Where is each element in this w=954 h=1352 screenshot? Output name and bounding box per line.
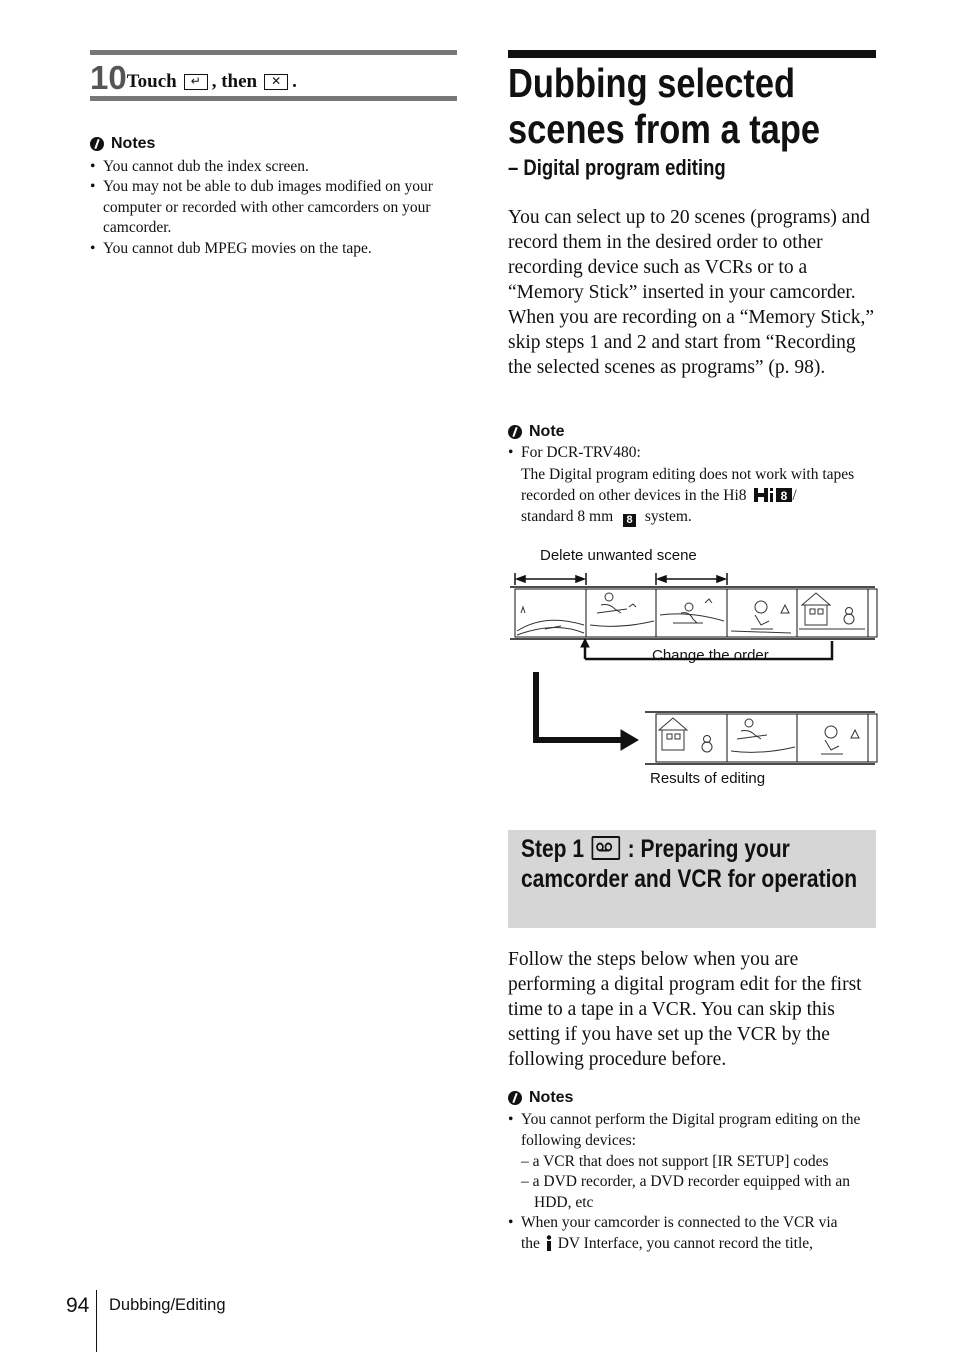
return-icon: ↵ <box>184 74 208 90</box>
scene-1-landscape <box>517 607 584 635</box>
notes2-heading-text: Notes <box>529 1089 574 1106</box>
step10-then-text: , then <box>211 71 258 92</box>
notes2-sub1: – a VCR that does not support [IR SETUP] codes <box>521 1153 829 1170</box>
ilink-icon <box>544 1235 554 1251</box>
change-order-arrow <box>581 639 832 659</box>
notes2-item2b-pre: the <box>521 1235 540 1252</box>
delete-arrow-2 <box>656 573 727 585</box>
note-heading <box>508 423 565 441</box>
notes2-item1: You cannot perform the Digital program editing on the following devices: <box>521 1111 861 1149</box>
step10-heading <box>90 56 457 94</box>
note-icon <box>90 137 104 151</box>
step1-rest: : Preparing your <box>627 835 790 863</box>
diagram-label-results: Results of editing <box>650 770 766 787</box>
diagram-label-delete: Delete unwanted scene <box>540 547 697 564</box>
result-scene-skier <box>731 719 795 752</box>
note-model: For DCR-TRV480: <box>521 444 641 461</box>
close-icon: ✕ <box>264 74 288 90</box>
note-icon <box>508 425 522 439</box>
step1-paragraph: Follow the steps below when you are performing a digital program edit for the first time to a tape in a VCR. You can skip this setting if you have set up the VCR by the following procedure before. <box>508 949 862 1070</box>
note-text: You cannot dub the index screen. <box>103 158 309 175</box>
hi8-logo <box>754 488 792 502</box>
page-title-line2: scenes from a tape <box>508 106 821 152</box>
scene-3-skier <box>660 599 724 623</box>
list-item: • You cannot perform the Digital program editing on the following devices: <box>508 1110 878 1151</box>
note-text-c: standard 8 mm <box>521 508 614 525</box>
list-item: • You cannot dub the index screen. <box>90 157 460 178</box>
note-text-d: system. <box>644 508 692 525</box>
source-film-strip <box>510 587 877 639</box>
diagram-label-order: Change the order <box>648 647 773 664</box>
step1-heading <box>521 834 874 894</box>
list-item: • You may not be able to dub images modified on your computer or recorded with other camcorders on your camcorder. <box>90 177 460 239</box>
step10-touch-text: Touch <box>126 71 177 92</box>
note-body <box>521 464 877 527</box>
notes2-item2a: When your camcorder is connected to the VCR via <box>521 1214 838 1231</box>
result-arrow <box>536 672 638 750</box>
list-item: • You cannot dub MPEG movies on the tape. <box>90 239 460 260</box>
notes2-item2b <box>521 1234 813 1255</box>
editing-diagram <box>505 565 880 770</box>
scene-5-house <box>799 593 865 629</box>
step10-top-rule <box>90 50 457 55</box>
scene-4-child <box>731 601 791 633</box>
list-item: • For DCR-TRV480: <box>508 443 878 464</box>
page-title-line1: Dubbing selected <box>508 60 796 106</box>
scene-2-skier <box>590 593 654 626</box>
page-subtitle: – Digital program editing <box>508 155 726 180</box>
notes-heading-text: Notes <box>111 135 156 152</box>
note-text-a: The Digital program editing does not work with tapes recorded on other devices in the Hi8 <box>521 466 855 504</box>
result-scene-child <box>821 726 859 754</box>
hi8-logo-text: 8 <box>781 489 788 502</box>
step10-bottom-rule <box>90 96 457 101</box>
result-scene-house <box>659 718 712 752</box>
notes2-heading <box>508 1089 573 1107</box>
step1-line2: camcorder and VCR for operation <box>521 865 858 893</box>
intro-paragraph: You can select up to 20 scenes (programs) and record them in the desired order to other recording device such as VCRs or to a “Memory Stick” inserted in your camcorder. When you are recording on a “Memory Stick,” skip steps 1 and 2 and start from “Recording the selected scenes as programs” (p. 98). <box>508 207 875 378</box>
tape-icon-glyph <box>592 836 617 856</box>
page-number: 94 <box>66 1294 90 1317</box>
note-heading-text: Note <box>529 423 565 440</box>
notes2-sub2b: HDD, etc <box>534 1194 594 1211</box>
std8-logo: 8 <box>623 514 636 527</box>
note-text: You may not be able to dub images modified on your computer or recorded with other camcorders on your camcorder. <box>103 178 433 236</box>
title-bar <box>508 50 876 58</box>
note-text-b: / <box>792 487 797 504</box>
delete-arrow-1 <box>515 573 586 585</box>
note-text: You cannot dub MPEG movies on the tape. <box>103 240 372 257</box>
step10-number: 10 <box>90 59 127 96</box>
notes-heading-left <box>90 135 155 153</box>
footer-section: Dubbing/Editing <box>109 1296 226 1314</box>
hi8-logo-icon <box>754 488 792 502</box>
page-title <box>508 60 844 152</box>
notes2-item2b-post: DV Interface, you cannot record the title, <box>557 1235 814 1252</box>
note-icon <box>508 1091 522 1105</box>
step1-prefix: Step 1 <box>521 835 585 863</box>
step10-period: . <box>292 71 297 92</box>
notes2-sub2a: – a DVD recorder, a DVD recorder equipped with an <box>521 1173 851 1190</box>
list-item: • When your camcorder is connected to the VCR via <box>508 1213 878 1234</box>
footer-divider <box>96 1290 97 1352</box>
vcr-tape-icon <box>592 836 621 860</box>
